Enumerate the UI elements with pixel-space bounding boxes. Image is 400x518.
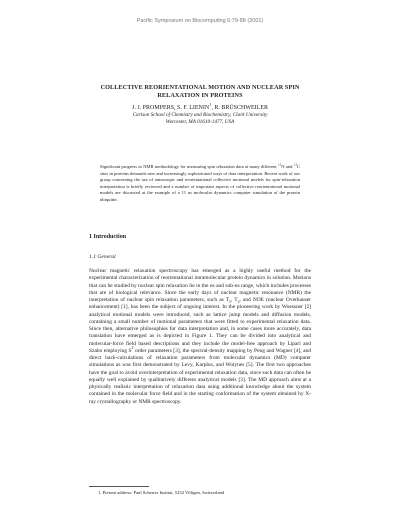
affiliation-line-2: Worcester, MA 01610-1477, USA [165, 119, 235, 125]
running-head: Pacific Symposium on Biocomputing 6:79-88 (2001) [136, 18, 264, 24]
affiliation [60, 112, 340, 126]
t2-subscript: 2 [237, 300, 240, 305]
title-line-2: RELAXATION IN PROTEINS [157, 92, 243, 99]
abstract-text: C sites in proteins demands new and increasingly sophisticated ways of data interpretation. Recent work of our group concerning the use of anisotropic and reorientational collective motional models for spin-relaxation interpretation is briefly reviewed and a number of important aspects of collective reorientational motional models are discussed at the example of a 11 ns molecular dynamics computer simulation of the protein ubiquitin. [100, 164, 300, 202]
section-heading: 1 Introduction [89, 234, 127, 240]
body-paragraph [89, 268, 311, 406]
abstract-text: N and [281, 164, 294, 169]
abstract-text: Significant progress in NMR methodology for measuring spin relaxation data at many different [100, 164, 278, 169]
paper-title [60, 84, 340, 100]
authors-text-rest: , R. BRÜSCHWEILER [211, 105, 268, 111]
body-text: order parameters [3], the spectral-density mapping by Peng and Wagner [4], and direct back-calculations of relaxation parameters from molecular dynamics (MD) computer simulations as was first demonstrated by Levy, Karplus, and Wolynes [5]. The first two approaches have the goal to avoid overinterpretation of experimental relaxation data, since such data can often be equally well explained by qualitatively different analytical models [3]. The MD approach aims at a physically realistic interpretation of relaxation data using additional knowledge about the system contained in the molecular force field and in the starting conformation of the system obtained by X-ray crystallography or NMR spectroscopy. [89, 347, 311, 405]
authors-text: J. J. PROMPERS, S. F. LIENIN [132, 105, 210, 111]
body-text: Nuclear magnetic relaxation spectroscopy has emerged as a highly useful method for the experimental characterization of reorientational intramolecular protein dynamics in solution. Motions that can be studied by nuclear spin relaxation lie in the ns and sub-ns range, which includes processes that are of biological relevance. Since the early days of nuclear magnetic resonance (NMR) the interpretation of nuclear spin relaxation parameters, such as T [89, 268, 311, 303]
affiliation-line-1: Carlson School of Chemistry and Biochemistry, Clark University [132, 112, 268, 118]
isotope-13-superscript: 13 [293, 162, 297, 167]
author-footnote-mark: 1 [209, 102, 212, 107]
t1-subscript: 1 [229, 300, 231, 305]
title-line-1: COLLECTIVE REORIENTATIONAL MOTION AND NUCLEAR SPIN [100, 84, 300, 91]
isotope-15-superscript: 15 [277, 162, 282, 167]
subsection-heading: 1.1 General [89, 254, 116, 260]
footnote-divider [89, 486, 149, 487]
abstract [100, 164, 300, 203]
s2-superscript: 2 [131, 345, 134, 350]
author-list [60, 104, 340, 112]
body-text: , T [230, 297, 238, 303]
body-text: , and NOE (nuclear Overhauser enhancement) [1], has been the subject of ongoing interest. In the pioneering work by Woessner [2] analytical motional models were introduced, such as lattice jump models and diffusion models, containing a small number of motional parameters that were fitted to experimental relaxation data. Since then, alternative philosophies for data interpretation and, in some cases more accurately, data translation have emerged as is depicted in Figure 1. They can be divided into analytical and molecular-force field based descriptions and they include the model-free approach by Lipari and Szabo employing S [89, 297, 311, 354]
footnote: 1. Present address: Paul Scherrer Institut, 5232 Villigen, Switzerland [98, 490, 225, 495]
